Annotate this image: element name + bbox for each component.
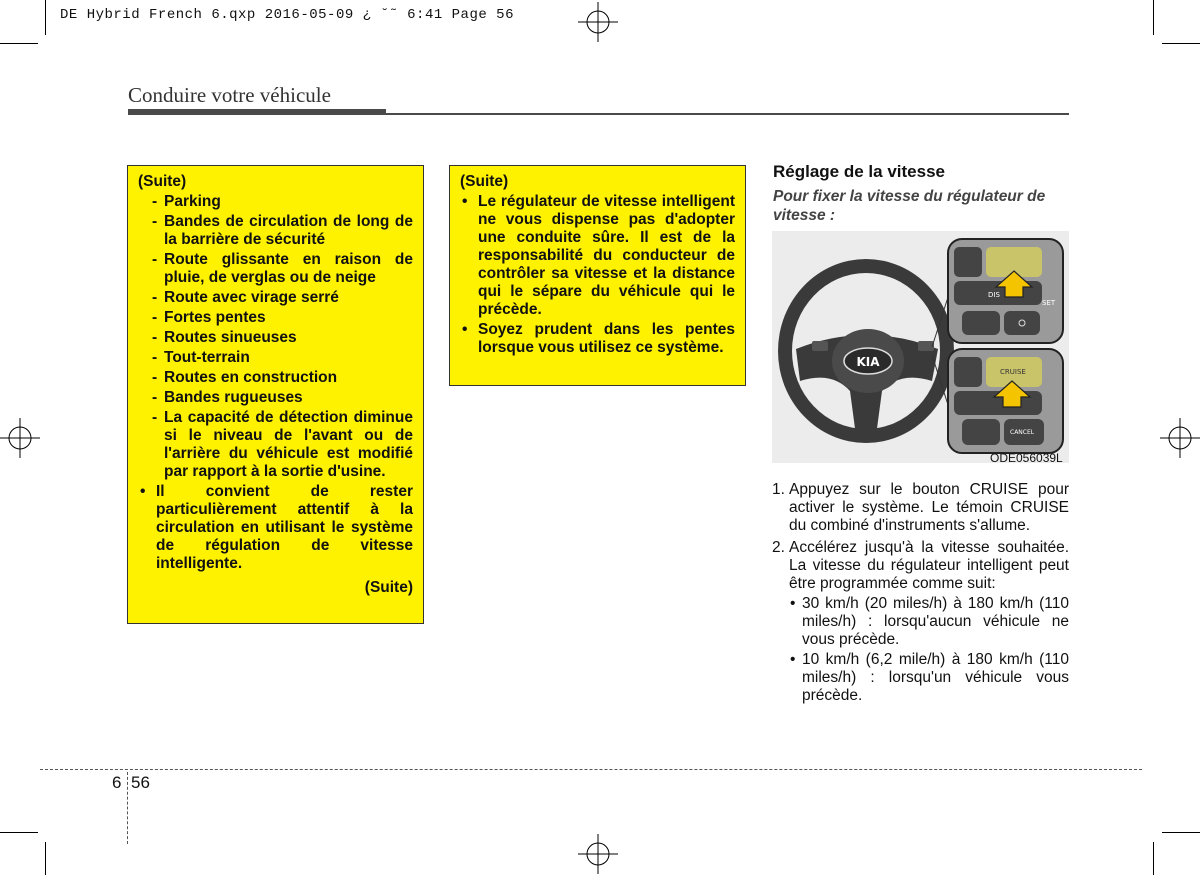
continued-label: (Suite) [138,173,187,190]
warning-box-right [449,165,746,386]
registration-mark-icon [0,418,40,458]
continued-label: (Suite) [460,173,509,190]
step-item: 2. Accélérez jusqu'à la vitesse souhaitée. La vitesse du régulateur intelligent peut être programmée comme suit: • 30 km/h (20 miles/h) à 180 km/h (110 miles/h) : lorsqu'aucun véhicule ne vous précède. • 10 km/h (6,2 mile/h) à 180 km/h (110 miles/h) : lorsqu'un véhicule vous précède. [772,539,1069,704]
crop-mark [45,0,46,35]
crop-mark [1153,0,1154,35]
sub-item: • 10 km/h (6,2 mile/h) à 180 km/h (110 miles/h) : lorsqu'un véhicule vous précède. [790,651,1069,704]
registration-mark-icon [1160,418,1200,458]
steps-list [772,481,1069,709]
section-title: Conduire votre véhicule [128,83,331,107]
steering-wheel-figure [772,231,1069,463]
svg-text:KIA: KIA [856,355,880,369]
list-item: - Route avec virage serré [152,289,339,306]
chapter-number: 6 [112,773,122,792]
registration-mark-icon [578,834,618,874]
registration-mark-icon [578,2,618,42]
warning-box-left [127,165,424,624]
crop-mark [1162,43,1200,44]
subsection-subheading: Pour fixer la vitesse du régulateur de vitesse : [773,188,1046,224]
set-label: SET [1042,299,1056,307]
list-item: - Routes en construction [152,369,338,386]
list-item: - Routes sinueuses [152,329,297,346]
crop-mark [0,832,38,833]
list-item: - Route glissante en raison de pluie, de verglas ou de neige [152,251,413,286]
dis-label: DIS [988,291,1000,299]
list-item: - La capacité de détection diminue si le niveau de l'avant ou de l'arrière du véhicule est modifié par rapport à la sortie d'usine. [152,409,413,480]
bullet-item: • Soyez prudent dans les pentes lorsque vous utilisez ce système. [462,321,735,356]
step-item: 1. Appuyez sur le bouton CRUISE pour activer le système. Le témoin CRUISE du combiné d'instruments s'allume. [772,481,1069,534]
header-rule [128,109,386,115]
crop-mark [0,43,38,44]
list-item: - Bandes de circulation de long de la barrière de sécurité [152,213,413,248]
list-item: - Fortes pentes [152,309,266,326]
steering-wheel-illustration [772,231,1069,463]
page-number: 56 [131,773,150,792]
print-header: DE Hybrid French 6.qxp 2016-05-09 ¿ ˘˜ 6:41 Page 56 [60,7,514,23]
bullet-item: • Le régulateur de vitesse intelligent ne vous dispense pas d'adopter une conduite sûre. Il est de la responsabilité du conducteur de contrôler sa vitesse et la distance qui le sépare du véhicule qui le précède. [462,193,735,318]
footer-rule [40,769,1142,770]
figure-caption: ODE056039L [990,451,1063,465]
sub-item: • 30 km/h (20 miles/h) à 180 km/h (110 miles/h) : lorsqu'aucun véhicule ne vous précède. [790,595,1069,648]
list-item: - Tout-terrain [152,349,250,366]
subsection-heading: Réglage de la vitesse [773,162,945,181]
list-item: - Parking [152,193,221,210]
crop-mark [45,842,46,875]
footer-divider [127,772,128,844]
list-item: - Bandes rugueuses [152,389,303,406]
cruise-label: CRUISE [1000,368,1026,376]
header-rule [386,113,1069,115]
continued-label: (Suite) [364,579,413,596]
crop-mark [1153,842,1154,875]
crop-mark [1162,832,1200,833]
bullet-item: • Il convient de rester particulièrement attentif à la circulation en utilisant le système de régulation de vitesse intelligente. [140,483,413,572]
cancel-label: CANCEL [1010,429,1035,436]
